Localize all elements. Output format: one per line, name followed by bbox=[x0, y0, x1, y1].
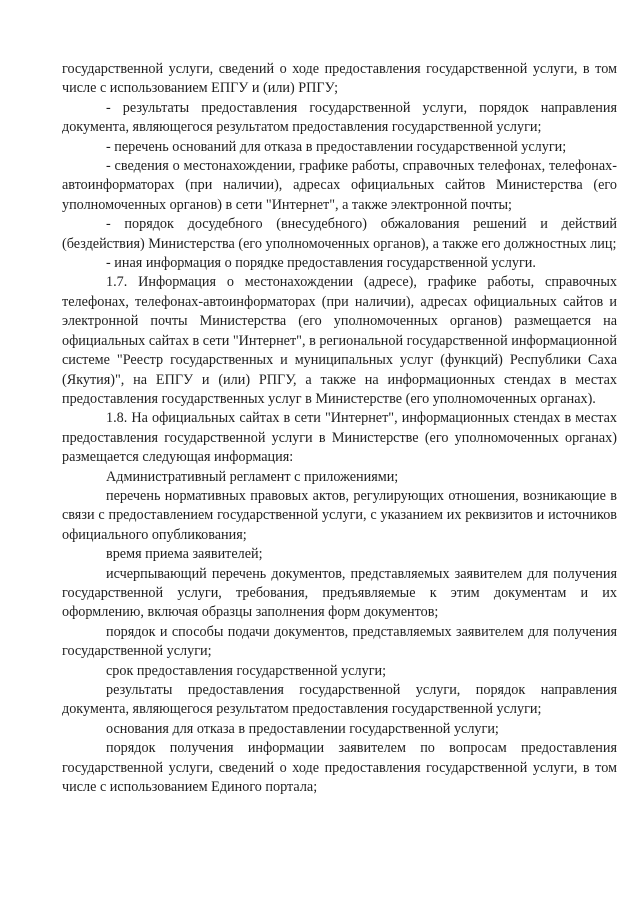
list-item-refusal-grounds: - перечень оснований для отказа в предоставлении государственной услуги; bbox=[106, 138, 567, 155]
document-page bbox=[62, 60, 617, 797]
list-item-other-info: - иная информация о порядке предоставления государственной услуги. bbox=[106, 255, 536, 272]
info-item-legal-acts: перечень нормативных правовых актов, регулирующих отношения, возникающие в связи с предоставлением государственной услуги, с указанием их реквизитов и источников официального опубликования; bbox=[62, 487, 617, 543]
section-1-7: 1.7. Информация о местонахождении (адресе), графике работы, справочных телефонах, телефонах-автоинформаторах (при наличии), адресах официальных сайтов и электронной почты Министерства (его уполномоченных органов) размещается на официальных сайтах в сети "Интернет", в региональной государственной информационной системе "Реестр государственных и муниципальных услуг (функций) Республики Саха (Якутия)", на ЕПГУ и (или) РПГУ, а также на информационных стендах в местах предоставления государственных услуг в Министерстве (его уполномоченных органах). bbox=[62, 274, 617, 407]
info-item-documents: исчерпывающий перечень документов, представляемых заявителем для получения государственной услуги, требования, предъявляемые к этим документам и их оформлению, включая образцы заполнения форм документов; bbox=[62, 565, 617, 621]
info-item-results: результаты предоставления государственной услуги, порядок направления документа, являющегося результатом предоставления государственной услуги; bbox=[62, 682, 617, 718]
list-item-contacts: - сведения о местонахождении, графике работы, справочных телефонах, телефонах-автоинформаторах (при наличии), адресах официальных сайтов Министерства (его уполномоченных органов) в сети "Интернет", а также электронной почты; bbox=[62, 158, 617, 213]
info-item-regulation: Административный регламент с приложениями; bbox=[106, 468, 399, 485]
section-1-8: 1.8. На официальных сайтах в сети "Интернет", информационных стендах в местах предоставления государственной услуги в Министерстве (его уполномоченных органах) размещается следующая информация: bbox=[62, 410, 617, 466]
list-item-results: - результаты предоставления государственной услуги, порядок направления документа, являющегося результатом предоставления государственной услуги; bbox=[62, 99, 617, 136]
list-item-appeal: - порядок досудебного (внесудебного) обжалования решений и действий (бездействия) Министерства (его уполномоченных органов), а также его должностных лиц; bbox=[62, 216, 617, 252]
paragraph-continuation: государственной услуги, сведений о ходе предоставления государственной услуги, в том числе с использованием ЕПГУ и (или) РПГУ; bbox=[62, 61, 617, 97]
info-item-submission: порядок и способы подачи документов, представляемых заявителем для получения государственной услуги; bbox=[62, 623, 617, 660]
info-item-refusal: основания для отказа в предоставлении государственной услуги; bbox=[106, 720, 499, 737]
info-item-term: срок предоставления государственной услуги; bbox=[106, 662, 387, 679]
info-item-reception-time: время приема заявителей; bbox=[106, 546, 263, 563]
info-item-procedure: порядок получения информации заявителем по вопросам предоставления государственной услуги, сведений о ходе предоставления государственной услуги, в том числе с использованием Единого портала; bbox=[62, 740, 617, 796]
